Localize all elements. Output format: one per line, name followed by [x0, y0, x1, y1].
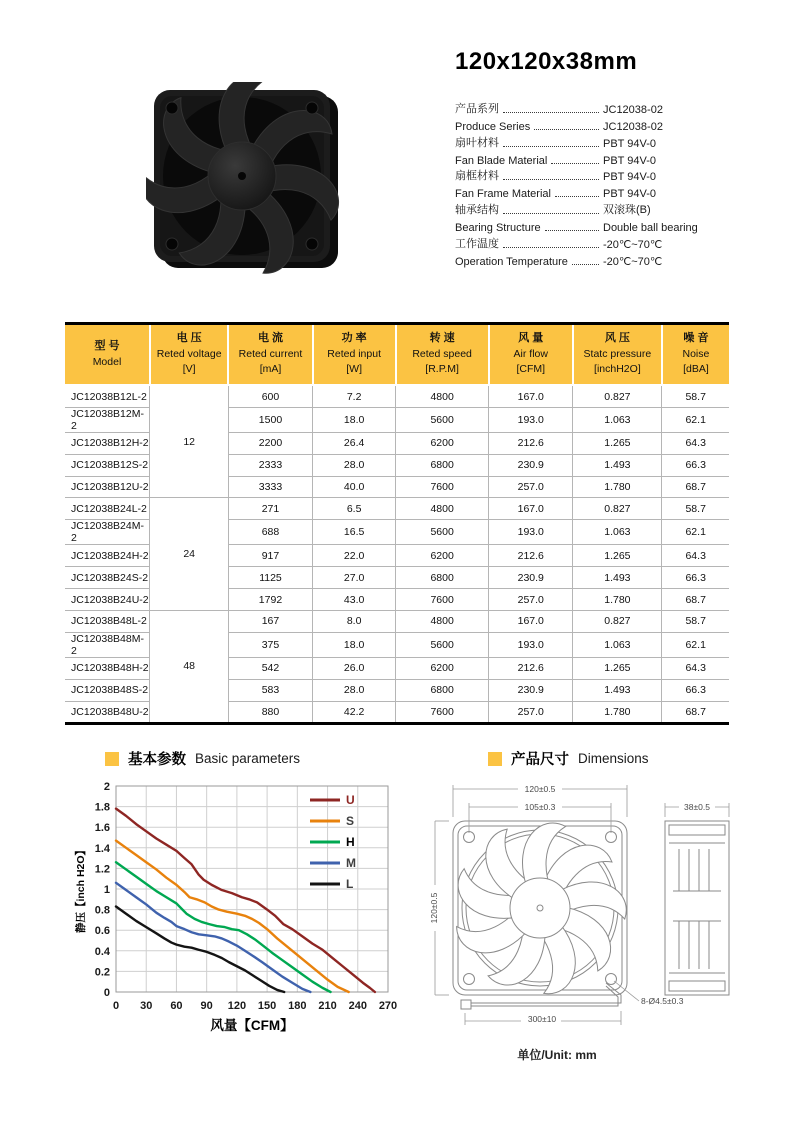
svg-text:150: 150 — [257, 1000, 277, 1012]
cell-value: 6200 — [396, 432, 489, 454]
cell-value: 68.7 — [662, 476, 729, 498]
cell-value: 0.827 — [573, 498, 662, 520]
dim-hole-pitch: 105±0.3 — [524, 802, 556, 812]
svg-text:风量【CFM】: 风量【CFM】 — [210, 1018, 294, 1032]
cell-model: JC12038B48M-2 — [65, 632, 150, 657]
dimension-drawing — [425, 773, 755, 1041]
cell-value: 600 — [228, 385, 312, 407]
cell-model: JC12038B48L-2 — [65, 611, 150, 633]
cell-value: 7600 — [396, 589, 489, 611]
col-voltage: 电 压 Reted voltage [V] — [150, 324, 228, 386]
cell-value: 58.7 — [662, 611, 729, 633]
cell-value: 193.0 — [489, 632, 573, 657]
cell-value: 1.265 — [573, 657, 662, 679]
cell-value: 1.265 — [573, 545, 662, 567]
spec-value: -20℃~70℃ — [603, 239, 663, 252]
cell-model: JC12038B24H-2 — [65, 545, 150, 567]
svg-text:270: 270 — [378, 1000, 398, 1012]
cell-value: 1.780 — [573, 701, 662, 723]
yellow-square-icon — [488, 752, 502, 766]
cell-value: 64.3 — [662, 545, 729, 567]
cell-value: 542 — [228, 657, 312, 679]
svg-text:H: H — [346, 835, 355, 849]
cell-model: JC12038B12M-2 — [65, 407, 150, 432]
cell-value: 7600 — [396, 701, 489, 723]
spec-row — [455, 167, 735, 184]
cell-value: 257.0 — [489, 589, 573, 611]
dim-wire-length: 300±10 — [527, 1014, 557, 1024]
svg-text:U: U — [346, 793, 355, 807]
cell-value: 193.0 — [489, 407, 573, 432]
svg-text:90: 90 — [200, 1000, 213, 1012]
cell-value: 58.7 — [662, 498, 729, 520]
cell-value: 62.1 — [662, 520, 729, 545]
cell-value: 26.4 — [313, 432, 396, 454]
spec-label: 工作温度 — [455, 238, 499, 251]
dim-front-height: 120±0.5 — [429, 892, 439, 924]
cell-value: 1.780 — [573, 589, 662, 611]
dim-depth: 38±0.5 — [684, 802, 710, 812]
section-title-en: Basic parameters — [195, 751, 301, 766]
section-title-en: Dimensions — [578, 751, 649, 766]
dotted-leader — [545, 230, 599, 231]
cell-value: 16.5 — [313, 520, 396, 545]
dim-holes: 8-Ø4.5±0.3 — [641, 996, 684, 1006]
cell-value: 27.0 — [313, 567, 396, 589]
table-row — [65, 611, 729, 633]
svg-text:0: 0 — [112, 1000, 120, 1012]
cell-value: 5600 — [396, 520, 489, 545]
svg-text:240: 240 — [348, 1000, 367, 1012]
pq-curve-chart — [74, 780, 404, 1032]
cell-value: 230.9 — [489, 454, 573, 476]
cell-value: 0.827 — [573, 385, 662, 407]
spec-row — [455, 183, 735, 200]
cell-value: 64.3 — [662, 657, 729, 679]
spec-label: 产品系列 — [455, 102, 499, 115]
cell-value: 6800 — [396, 567, 489, 589]
cell-value: 4800 — [396, 498, 489, 520]
cell-value: 1792 — [228, 589, 312, 611]
dim-front-width: 120±0.5 — [524, 784, 556, 794]
cell-value: 1.493 — [573, 454, 662, 476]
cell-value: 257.0 — [489, 701, 573, 723]
spec-value: PBT 94V-0 — [603, 137, 656, 150]
cell-value: 3333 — [228, 476, 312, 498]
cell-value: 688 — [228, 520, 312, 545]
cell-voltage: 24 — [150, 498, 228, 611]
section-dimensions — [488, 748, 649, 769]
cell-value: 66.3 — [662, 454, 729, 476]
table-body — [65, 385, 729, 723]
spec-row — [455, 251, 735, 268]
svg-text:L: L — [346, 877, 354, 891]
svg-text:210: 210 — [318, 1000, 337, 1012]
cell-model: JC12038B48S-2 — [65, 679, 150, 701]
cell-value: 212.6 — [489, 545, 573, 567]
cell-value: 6800 — [396, 454, 489, 476]
cell-model: JC12038B24L-2 — [65, 498, 150, 520]
cell-value: 40.0 — [313, 476, 396, 498]
svg-text:静压【inch H2O】: 静压【inch H2O】 — [75, 844, 87, 934]
cell-value: 167.0 — [489, 498, 573, 520]
dotted-leader — [503, 213, 599, 214]
svg-text:1: 1 — [103, 884, 110, 896]
cell-value: 68.7 — [662, 589, 729, 611]
col-input: 功 率 Reted input [W] — [313, 324, 396, 386]
cell-value: 28.0 — [313, 454, 396, 476]
section-title-zh: 基本参数 — [128, 752, 186, 768]
cell-value: 62.1 — [662, 407, 729, 432]
cell-model: JC12038B12S-2 — [65, 454, 150, 476]
cell-value: 68.7 — [662, 701, 729, 723]
spec-value: PBT 94V-0 — [603, 154, 656, 167]
dotted-leader — [503, 146, 599, 147]
cell-model: JC12038B48U-2 — [65, 701, 150, 723]
cell-value: 7600 — [396, 476, 489, 498]
svg-text:0.6: 0.6 — [94, 925, 110, 938]
cell-value: 42.2 — [313, 701, 396, 723]
spec-value: -20℃~70℃ — [603, 255, 663, 268]
cell-model: JC12038B24M-2 — [65, 520, 150, 545]
table-row — [65, 385, 729, 407]
cell-value: 1.493 — [573, 679, 662, 701]
fan-product-photo — [146, 82, 348, 280]
cell-value: 167 — [228, 611, 312, 633]
cell-value: 1.063 — [573, 632, 662, 657]
spec-label: 扇框材料 — [455, 170, 499, 183]
cell-model: JC12038B24U-2 — [65, 589, 150, 611]
cell-value: 6200 — [396, 545, 489, 567]
cell-value: 26.0 — [313, 657, 396, 679]
cell-model: JC12038B24S-2 — [65, 567, 150, 589]
cell-value: 6200 — [396, 657, 489, 679]
fan-photo-icon — [146, 82, 348, 280]
dotted-leader — [572, 264, 599, 265]
cell-value: 0.827 — [573, 611, 662, 633]
cell-value: 1.063 — [573, 407, 662, 432]
page-title: 120x120x38mm — [455, 48, 638, 75]
spec-row — [455, 133, 735, 150]
cell-model: JC12038B12L-2 — [65, 385, 150, 407]
dotted-leader — [503, 112, 599, 113]
section-basic-parameters — [105, 748, 300, 769]
cell-value: 2200 — [228, 432, 312, 454]
spec-label: Fan Blade Material — [455, 154, 548, 167]
cell-value: 18.0 — [313, 632, 396, 657]
spec-row — [455, 234, 735, 251]
cell-model: JC12038B48H-2 — [65, 657, 150, 679]
unit-note: 单位/Unit: mm — [517, 1048, 597, 1062]
spec-value: JC12038-02 — [603, 103, 663, 116]
svg-text:1.8: 1.8 — [94, 801, 110, 814]
svg-text:120: 120 — [227, 1000, 247, 1012]
spec-value: Double ball bearing — [603, 222, 698, 235]
cell-value: 1500 — [228, 407, 312, 432]
cell-value: 167.0 — [489, 385, 573, 407]
spec-value: PBT 94V-0 — [603, 188, 656, 201]
svg-text:180: 180 — [288, 1000, 307, 1012]
dimension-drawing-svg — [425, 773, 755, 1041]
cell-value: 1.063 — [573, 520, 662, 545]
svg-text:1.6: 1.6 — [94, 822, 110, 835]
cell-value: 5600 — [396, 632, 489, 657]
cell-value: 583 — [228, 679, 312, 701]
cell-value: 1.780 — [573, 476, 662, 498]
cell-model: JC12038B12H-2 — [65, 432, 150, 454]
cell-value: 193.0 — [489, 520, 573, 545]
col-model: 型 号 Model — [65, 324, 150, 386]
table-header — [65, 324, 729, 386]
yellow-square-icon — [105, 752, 119, 766]
spec-row — [455, 150, 735, 167]
col-airflow: 风 量 Air flow [CFM] — [489, 324, 573, 386]
svg-text:M: M — [346, 856, 356, 870]
cell-value: 58.7 — [662, 385, 729, 407]
cell-value: 2333 — [228, 454, 312, 476]
svg-text:1.4: 1.4 — [94, 842, 110, 855]
cell-value: 4800 — [396, 385, 489, 407]
cell-value: 1.493 — [573, 567, 662, 589]
svg-text:0.4: 0.4 — [94, 945, 110, 958]
svg-text:0.8: 0.8 — [94, 904, 110, 917]
spec-label: Bearing Structure — [455, 222, 541, 235]
spec-label: Produce Series — [455, 120, 531, 133]
cell-value: 230.9 — [489, 567, 573, 589]
cell-value: 230.9 — [489, 679, 573, 701]
dotted-leader — [503, 179, 599, 180]
cell-value: 66.3 — [662, 679, 729, 701]
table-row — [65, 498, 729, 520]
spec-label: 扇叶材料 — [455, 136, 499, 149]
dotted-leader — [555, 196, 599, 197]
section-title-zh: 产品尺寸 — [511, 752, 569, 768]
spec-label: 轴承结构 — [455, 204, 499, 217]
svg-text:0: 0 — [103, 987, 110, 999]
cell-value: 271 — [228, 498, 312, 520]
cell-value: 62.1 — [662, 632, 729, 657]
svg-text:2: 2 — [103, 781, 110, 793]
cell-value: 6.5 — [313, 498, 396, 520]
cell-value: 917 — [228, 545, 312, 567]
spec-list — [455, 99, 735, 268]
cell-value: 5600 — [396, 407, 489, 432]
cell-value: 43.0 — [313, 589, 396, 611]
spec-label: Operation Temperature — [455, 255, 568, 268]
cell-value: 375 — [228, 632, 312, 657]
cell-value: 880 — [228, 701, 312, 723]
svg-text:0.2: 0.2 — [94, 966, 110, 979]
cell-value: 4800 — [396, 611, 489, 633]
cell-value: 6800 — [396, 679, 489, 701]
cell-value: 257.0 — [489, 476, 573, 498]
col-pressure: 风 压 Statc pressure [inchH2O] — [573, 324, 662, 386]
svg-text:30: 30 — [140, 1000, 153, 1012]
dotted-leader — [551, 163, 599, 164]
cell-value: 64.3 — [662, 432, 729, 454]
dotted-leader — [503, 247, 599, 248]
spec-row — [455, 217, 735, 234]
cell-value: 1125 — [228, 567, 312, 589]
cell-value: 7.2 — [313, 385, 396, 407]
dotted-leader — [534, 129, 599, 130]
svg-text:1.2: 1.2 — [94, 863, 110, 876]
cell-value: 212.6 — [489, 432, 573, 454]
col-current: 电 流 Reted current [mA] — [228, 324, 312, 386]
cell-voltage: 12 — [150, 385, 228, 498]
cell-value: 1.265 — [573, 432, 662, 454]
cell-value: 212.6 — [489, 657, 573, 679]
cell-value: 22.0 — [313, 545, 396, 567]
cell-voltage: 48 — [150, 611, 228, 724]
cell-value: 167.0 — [489, 611, 573, 633]
spec-label: Fan Frame Material — [455, 188, 551, 201]
spec-value: JC12038-02 — [603, 120, 663, 133]
spec-value: PBT 94V-0 — [603, 171, 656, 184]
spec-row — [455, 116, 735, 133]
cell-value: 28.0 — [313, 679, 396, 701]
col-noise: 噪 音 Noise [dBA] — [662, 324, 729, 386]
cell-model: JC12038B12U-2 — [65, 476, 150, 498]
cell-value: 66.3 — [662, 567, 729, 589]
cell-value: 18.0 — [313, 407, 396, 432]
col-speed: 转 速 Reted speed [R.P.M] — [396, 324, 489, 386]
svg-text:S: S — [346, 814, 355, 828]
spec-row — [455, 99, 735, 116]
spec-value: 双滚珠(B) — [603, 204, 651, 217]
svg-text:60: 60 — [170, 1000, 183, 1012]
spec-row — [455, 200, 735, 217]
cell-value: 8.0 — [313, 611, 396, 633]
performance-table — [65, 322, 729, 725]
